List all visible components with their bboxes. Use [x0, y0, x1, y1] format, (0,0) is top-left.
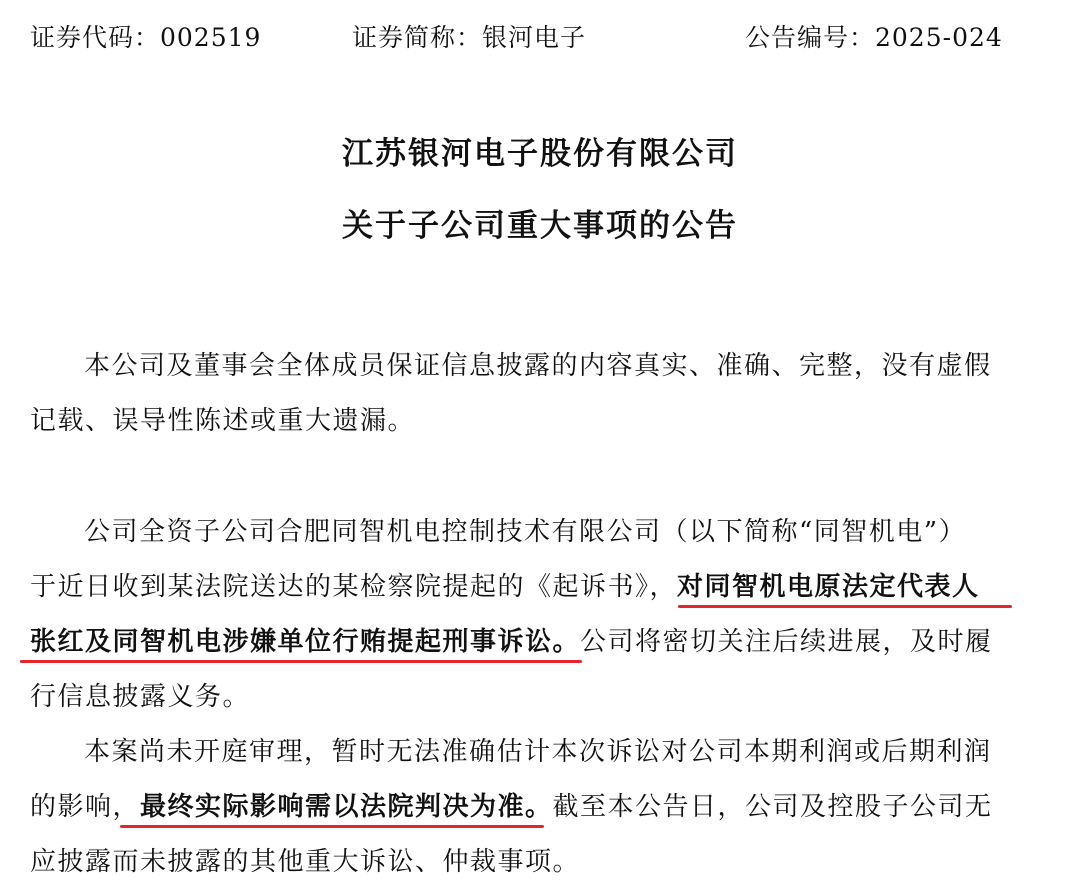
- security-code: 证券代码：002519: [30, 23, 262, 52]
- red-underline: [120, 825, 544, 828]
- text-segment: 截至本公告日，公司及控股子公司无: [552, 792, 993, 822]
- text-segment: 公司将密切关注后续进展，及时履: [580, 627, 993, 657]
- red-underline: [678, 605, 1012, 608]
- text-line: [30, 622, 993, 662]
- text-segment: 于近日收到某法院送达的某检察院提起的《起诉书》，: [30, 572, 678, 602]
- announcement-number: 公告编号：2025-024: [745, 23, 1003, 52]
- text-line: 公司全资子公司合肥同智机电控制技术有限公司（以下简称“同智机电”）: [84, 517, 967, 547]
- company-title: 江苏银河电子股份有限公司: [342, 136, 738, 172]
- security-short-name: 证券简称：银河电子: [352, 23, 587, 52]
- text-line: [30, 787, 993, 827]
- text-segment: 的影响，: [30, 792, 141, 822]
- highlighted-text: 张红及同智机电涉嫌单位行贿提起刑事诉讼。: [30, 627, 581, 657]
- document-header: [0, 18, 1080, 58]
- announcement-subject: 关于子公司重大事项的公告: [342, 208, 738, 244]
- text-line: 本案尚未开庭审理，暂时无法准确估计本次诉讼对公司本期利润或后期利润: [84, 737, 992, 767]
- highlighted-text: 最终实际影响需以法院判决为准。: [140, 792, 553, 822]
- red-underline: [20, 660, 582, 663]
- text-line: 行信息披露义务。: [30, 682, 251, 712]
- text-line: 应披露而未披露的其他重大诉讼、仲裁事项。: [30, 847, 581, 877]
- text-line: 记载、误导性陈述或重大遗漏。: [30, 406, 416, 436]
- text-line: 本公司及董事会全体成员保证信息披露的内容真实、准确、完整，没有虚假: [84, 351, 992, 381]
- highlighted-text: 对同智机电原法定代表人: [677, 572, 980, 602]
- text-line: [30, 567, 980, 607]
